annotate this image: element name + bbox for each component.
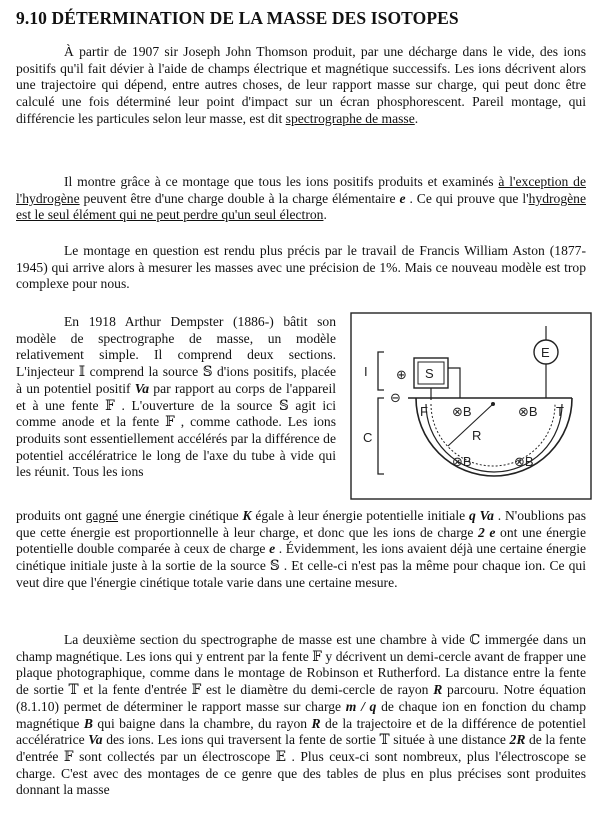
magnetic-field-symbol-3: ⊗B (452, 454, 472, 469)
label-chamber: C (363, 430, 373, 445)
label-exit-slit: T (556, 404, 564, 419)
minus-terminal: ⊖ (390, 390, 401, 405)
magnetic-field-symbol-1: ⊗B (452, 404, 472, 419)
paragraph-chamber: La deuxième section du spectrographe de masse est une chambre à vide ℂ immergée dans un champ magnétique. Les ions qui y entrent par la fente 𝔽 y décrivent un demi-cercle avant de frapper une plaque photographique, comme dans le montage de Robinson et Rutherford. La distance entre la fente de sortie 𝕋 et la fente d'entrée 𝔽 est le diamètre du demi-cercle de rayon R parcouru. Notre équation (8.1.10) permet de déterminer le rapport masse sur charge m / q de chaque ion en fonction du champ magnétique B qui baigne dans la chambre, du rayon R de la trajectoire et de la différence de potentiel accélératrice Va des ions. Les ions qui traversent la fente de sortie 𝕋 située à une distance 2R de la fente d'entrée 𝔽 sont collectés par un électroscope 𝔼 . Plus ceux-ci sont nombreux, plus l'électroscope se charge. C'est avec des montages de ce genre que des tables de plus en plus précises sont produites donnant la masse (16, 632, 586, 798)
source-wire (448, 368, 460, 398)
dempster-spectrograph-figure (350, 312, 592, 500)
bracket-chamber (378, 398, 384, 474)
label-radius: R (472, 428, 482, 443)
paragraph-thomson: À partir de 1907 sir Joseph John Thomson produit, par une décharge dans le vide, des ions positifs qu'il fait dévier à l'aide de champs électrique et magnétique successifs. Les ions décrivent alors une trajectoire qui dépend, entre autres choses, de leur rapport masse sur charge, qui peut donc être calculé une fois déterminé leur point d'impact sur un écran phosphorescent. Pareil montage, qui différencie les particules selon leur masse, est dit spectrographe de masse. (16, 44, 586, 126)
label-electroscope: E (541, 345, 550, 360)
spectrograph-diagram (350, 312, 592, 500)
label-entry-slit: F (420, 404, 428, 419)
center-point (491, 402, 495, 406)
label-source: S (425, 366, 434, 381)
paragraph-hydrogen: Il montre grâce à ce montage que tous les ions positifs produits et examinés à l'exception de l'hydrogène peuvent être d'une charge double à la charge élémentaire e . Ce qui prouve que l'hydrogène est le seul élément qui ne peut perdre qu'un seul électron. (16, 174, 586, 223)
magnetic-field-symbol-4: ⊗B (514, 454, 534, 469)
bracket-injector (378, 352, 384, 390)
chamber-inner (426, 404, 562, 472)
paragraph-dempster: En 1918 Arthur Dempster (1886-) bâtit son modèle de spectrographe de masse, un modèle relativement simple. Il comprend deux sections. L'injecteur 𝕀 comprend la source 𝕊 d'ions positifs, placée à un potentiel positif Va par rapport au corps de l'appareil et à une fente 𝔽 . L'ouverture de la source 𝕊 agit ici comme anode et la fente 𝔽 , comme cathode. Les ions produits sont essentiellement accélérés par la différence de potentiel accélératrice le long de l'axe du tube à vide qui les réunit. Tous les ions (16, 314, 337, 480)
chamber-outer (416, 398, 572, 476)
magnetic-field-symbol-2: ⊗B (518, 404, 538, 419)
plus-terminal: ⊕ (396, 367, 407, 382)
label-injector: I (364, 364, 368, 379)
paragraph-aston: Le montage en question est rendu plus précis par le travail de Francis William Aston (1877-1945) qui arrive alors à mesurer les masses avec une précision de 1%. Mais ce nouveau modèle est trop complexe pour nous. (16, 243, 586, 292)
section-title: 9.10 DÉTERMINATION DE LA MASSE DES ISOTOPES (16, 8, 459, 28)
paragraph-energy: produits ont gagné une énergie cinétique K égale à leur énergie potentielle initiale q Va . N'oublions pas que cette énergie est proportionnelle à leur charge, et donc que les ions de charge 2 e ont une énergie potentielle double comparée à ceux de charge e . Évidemment, les ions avaient déjà une certaine énergie cinétique initiale juste à la sortie de la source 𝕊 . Et celle-ci n'est pas la même pour chaque ion. Ce qui veut dire que l'énergie cinétique totale varie dans une certaine mesure. (16, 508, 586, 590)
